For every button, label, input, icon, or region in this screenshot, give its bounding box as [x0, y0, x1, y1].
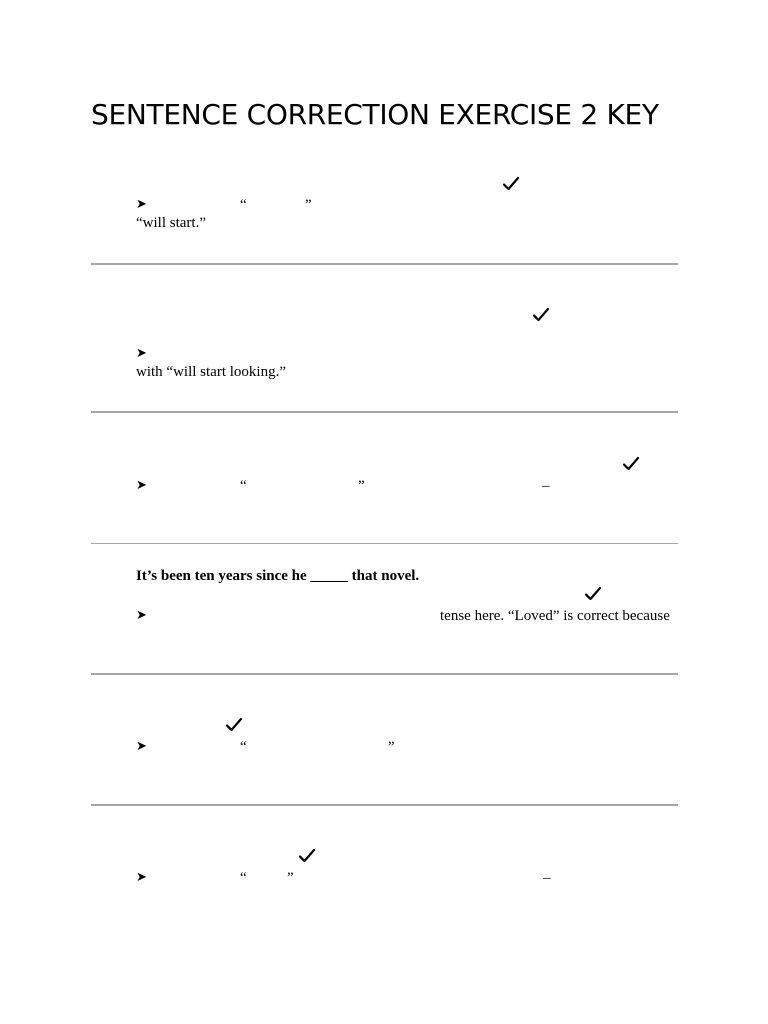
close-quote: ”	[358, 478, 365, 494]
arrow-bullet-icon: ➤	[136, 478, 147, 493]
section-divider	[91, 543, 678, 544]
arrow-bullet-icon: ➤	[136, 608, 147, 623]
question-sentence: It’s been ten years since he _____ that novel.	[136, 568, 420, 584]
close-quote: ”	[287, 870, 294, 886]
open-quote: “	[240, 870, 247, 886]
check-mark-icon	[532, 307, 550, 323]
open-quote: “	[240, 478, 247, 494]
arrow-bullet-icon: ➤	[136, 870, 147, 885]
check-mark-icon	[502, 176, 520, 192]
arrow-bullet-icon: ➤	[136, 739, 147, 754]
close-quote: ”	[305, 197, 312, 213]
dash: –	[542, 478, 550, 494]
open-quote: “	[240, 197, 247, 213]
check-mark-icon	[622, 456, 640, 472]
check-mark-icon	[225, 717, 243, 733]
page-title: SENTENCE CORRECTION EXERCISE 2 KEY	[91, 98, 659, 131]
section-divider	[91, 263, 678, 265]
check-mark-icon	[584, 586, 602, 602]
close-quote: ”	[388, 739, 395, 755]
explanation-line: with “will start looking.”	[136, 364, 286, 380]
arrow-bullet-icon: ➤	[136, 197, 147, 212]
section-divider	[91, 804, 678, 806]
arrow-bullet-icon: ➤	[136, 346, 147, 361]
open-quote: “	[240, 739, 247, 755]
dash: –	[543, 870, 551, 886]
section-divider	[91, 411, 678, 413]
explanation-line: tense here. “Loved” is correct because	[440, 608, 670, 624]
explanation-line: “will start.”	[136, 215, 206, 231]
check-mark-icon	[298, 848, 316, 864]
section-divider	[91, 673, 678, 675]
